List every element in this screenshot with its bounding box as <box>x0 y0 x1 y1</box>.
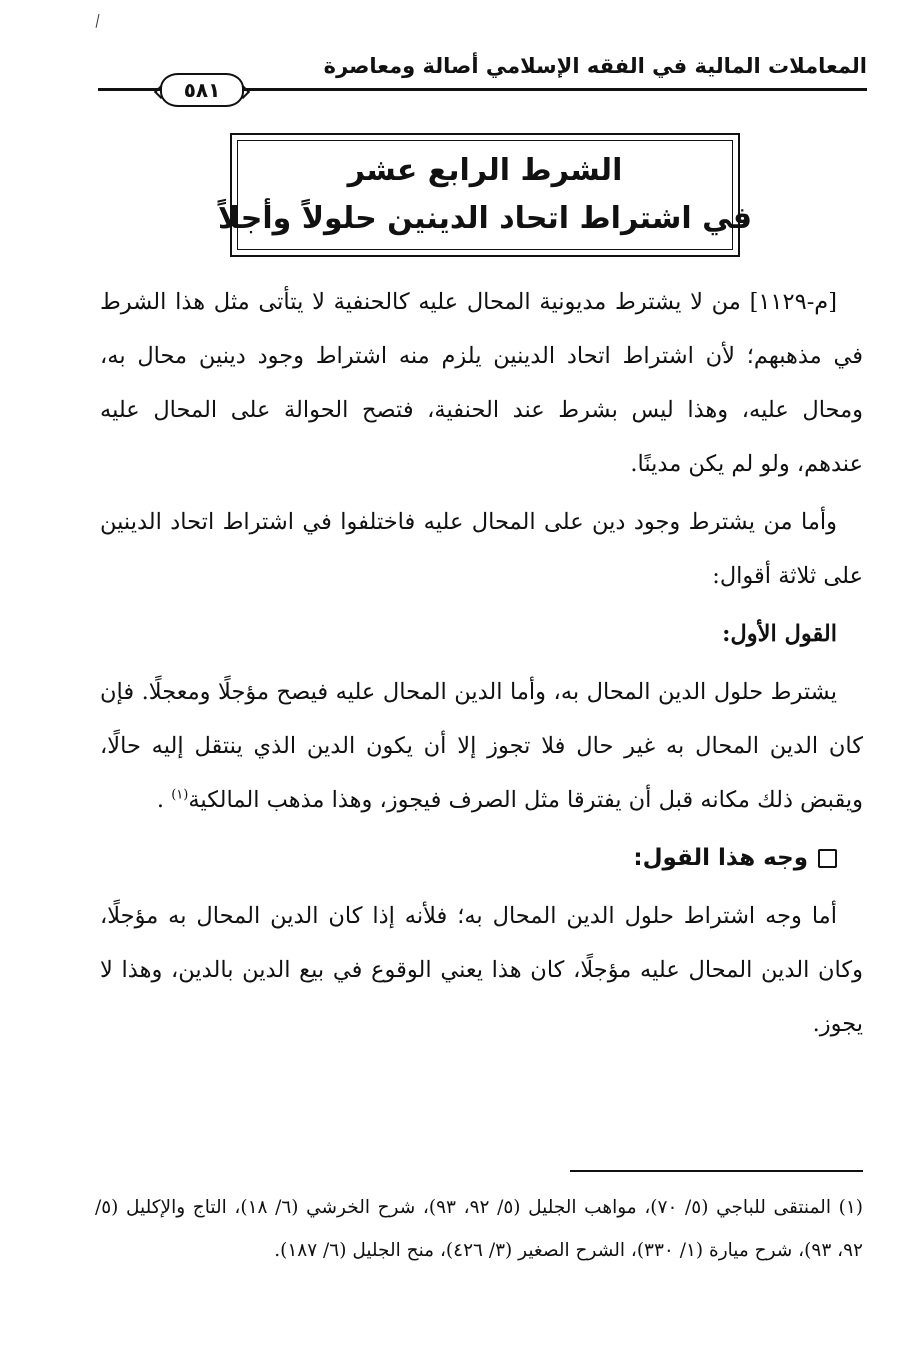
chapter-title-box <box>217 133 753 257</box>
footnote-1: (١) المنتقى للباجي (٥/ ٧٠)، مواهب الجليل (٥/ ٩٢، ٩٣)، شرح الخرشي (٦/ ١٨)، التاج والإكليل (٥/ ٩٢، ٩٣)، شرح ميارة (١/ ٣٣٠)، الشرح الصغير (٣/ ٤٢٦)، منح الجليل (٦/ ١٨٧). <box>95 1197 863 1261</box>
stray-mark <box>96 14 101 28</box>
footnote-reference[interactable]: (١) <box>171 787 189 803</box>
reason-heading <box>100 831 863 885</box>
footnotes <box>95 1186 863 1272</box>
first-opinion-paragraph <box>100 665 863 827</box>
page-number: ٥٨١ <box>160 73 244 107</box>
reason-heading-text: وجه هذا القول: <box>633 845 808 871</box>
first-opinion-heading: القول الأول: <box>722 621 837 647</box>
body-text <box>100 275 863 1055</box>
paragraph-intro: [م-١١٢٩] من لا يشترط مديونية المحال عليه كالحنفية لا يتأتى مثل هذا الشرط في مذهبهم؛ لأن اشتراط اتحاد الدينين يلزم منه اشتراط وجود دينين محال به، ومحال عليه، وهذا ليس بشرط عند الحنفية، فتصح الحوالة على المحال عليه عندهم، ولو لم يكن مدينًا. <box>100 289 863 477</box>
paragraph-disagreement: وأما من يشترط وجود دين على المحال عليه فاختلفوا في اشتراط اتحاد الدينين على ثلاثة أقوال: <box>100 509 863 589</box>
chapter-title-line-2: في اشتراط اتحاد الدينين حلولاً وأجلاً <box>217 201 753 236</box>
chapter-title-line-1: الشرط الرابع عشر <box>347 153 623 188</box>
square-bullet-icon <box>818 849 837 868</box>
reason-paragraph: أما وجه اشتراط حلول الدين المحال به؛ فلأنه إذا كان الدين المحال به مؤجلًا، وكان الدين المحال عليه مؤجلًا، كان هذا يعني الوقوع في بيع الدين بالدين، وهذا لا يجوز. <box>100 903 863 1037</box>
first-opinion-end: . <box>156 787 165 813</box>
running-header: المعاملات المالية في الفقه الإسلامي أصالة ومعاصرة <box>323 54 867 78</box>
first-opinion-text: يشترط حلول الدين المحال به، وأما الدين المحال عليه فيصح مؤجلًا ومعجلًا. فإن كان الدين المحال به غير حال فلا تجوز إلا أن يكون الدين الذي ينتقل إليه حالًا، ويقبض ذلك مكانه قبل أن يفترقا مثل الصرف فيجوز، وهذا مذهب المالكية <box>100 679 863 813</box>
footnote-separator <box>570 1170 863 1172</box>
chapter-title-inner-frame <box>217 140 753 250</box>
